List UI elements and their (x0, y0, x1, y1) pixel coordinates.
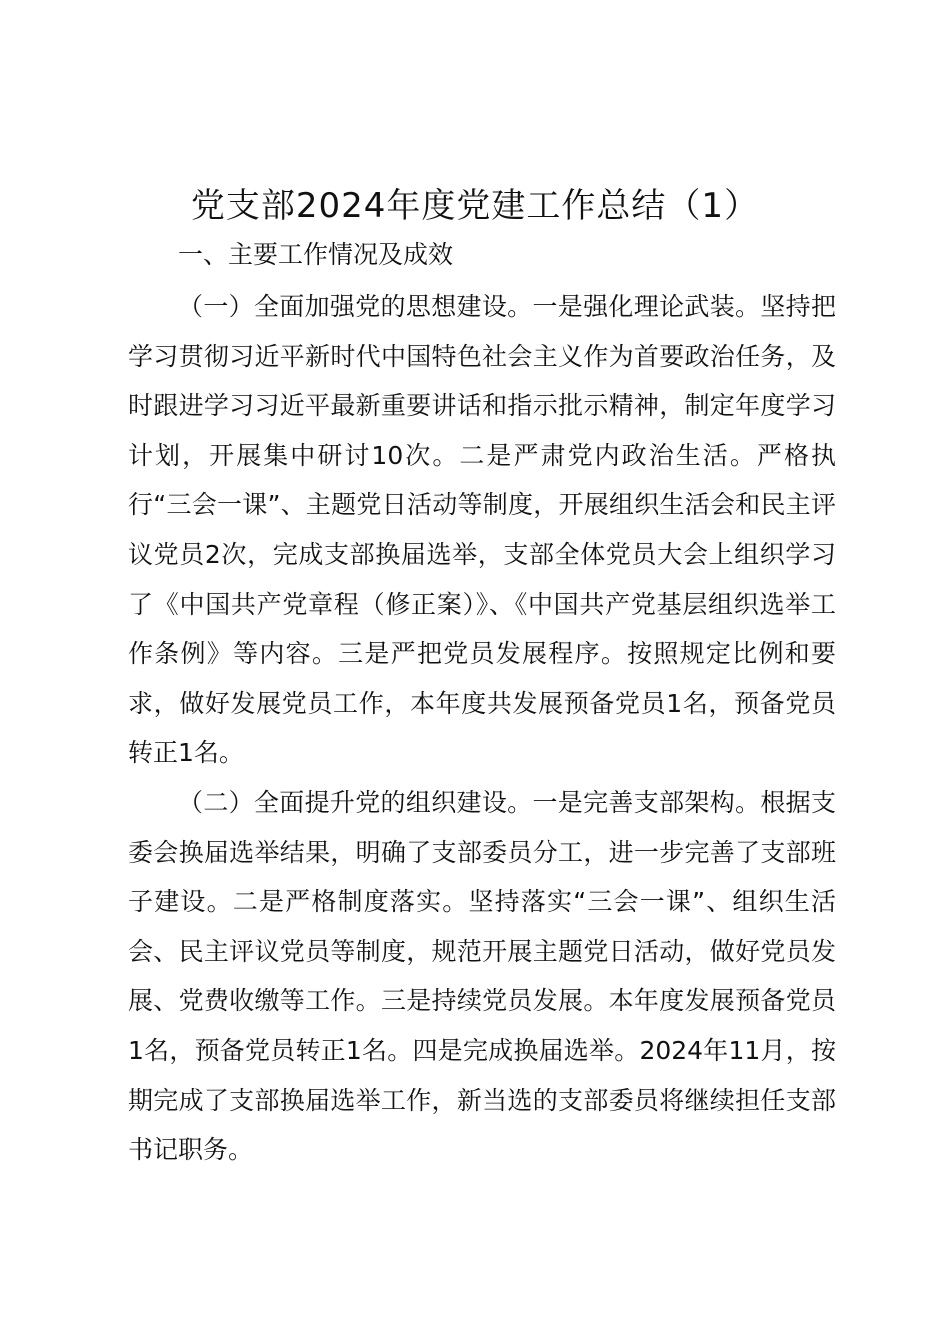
paragraph-organizational-building: （二）全面提升党的组织建设。一是完善支部架构。根据支委会换届选举结果，明确了支部委员分工，进一步完善了支部班子建设。二是严格制度落实。坚持落实“三会一课”、组织生活会、民主评议党员等制度，规范开展主题党日活动，做好党员发展、党费收缴等工作。三是持续党员发展。本年度发展预备党员1名，预备党员转正1名。四是完成换届选举。2024年11月，按期完成了支部换届选举工作，新当选的支部委员将继续担任支部书记职务。 (128, 788, 836, 1165)
section-heading: 一、主要工作情况及成效 (178, 240, 454, 269)
paragraph-ideological-building: （一）全面加强党的思想建设。一是强化理论武装。坚持把学习贯彻习近平新时代中国特色社会主义作为首要政治任务，及时跟进学习习近平最新重要讲话和指示批示精神，制定年度学习计划，开展集中研讨10次。二是严肃党内政治生活。严格执行“三会一课”、主题党日活动等制度，开展组织生活会和民主评议党员2次，完成支部换届选举，支部全体党员大会上组织学习了《中国共产党章程（修正案）》、《中国共产党基层组织选举工作条例》等内容。三是严把党员发展程序。按照规定比例和要求，做好发展党员工作，本年度共发展预备党员1名，预备党员转正1名。 (128, 292, 836, 768)
document-title: 党支部2024年度党建工作总结（1） (190, 186, 760, 226)
